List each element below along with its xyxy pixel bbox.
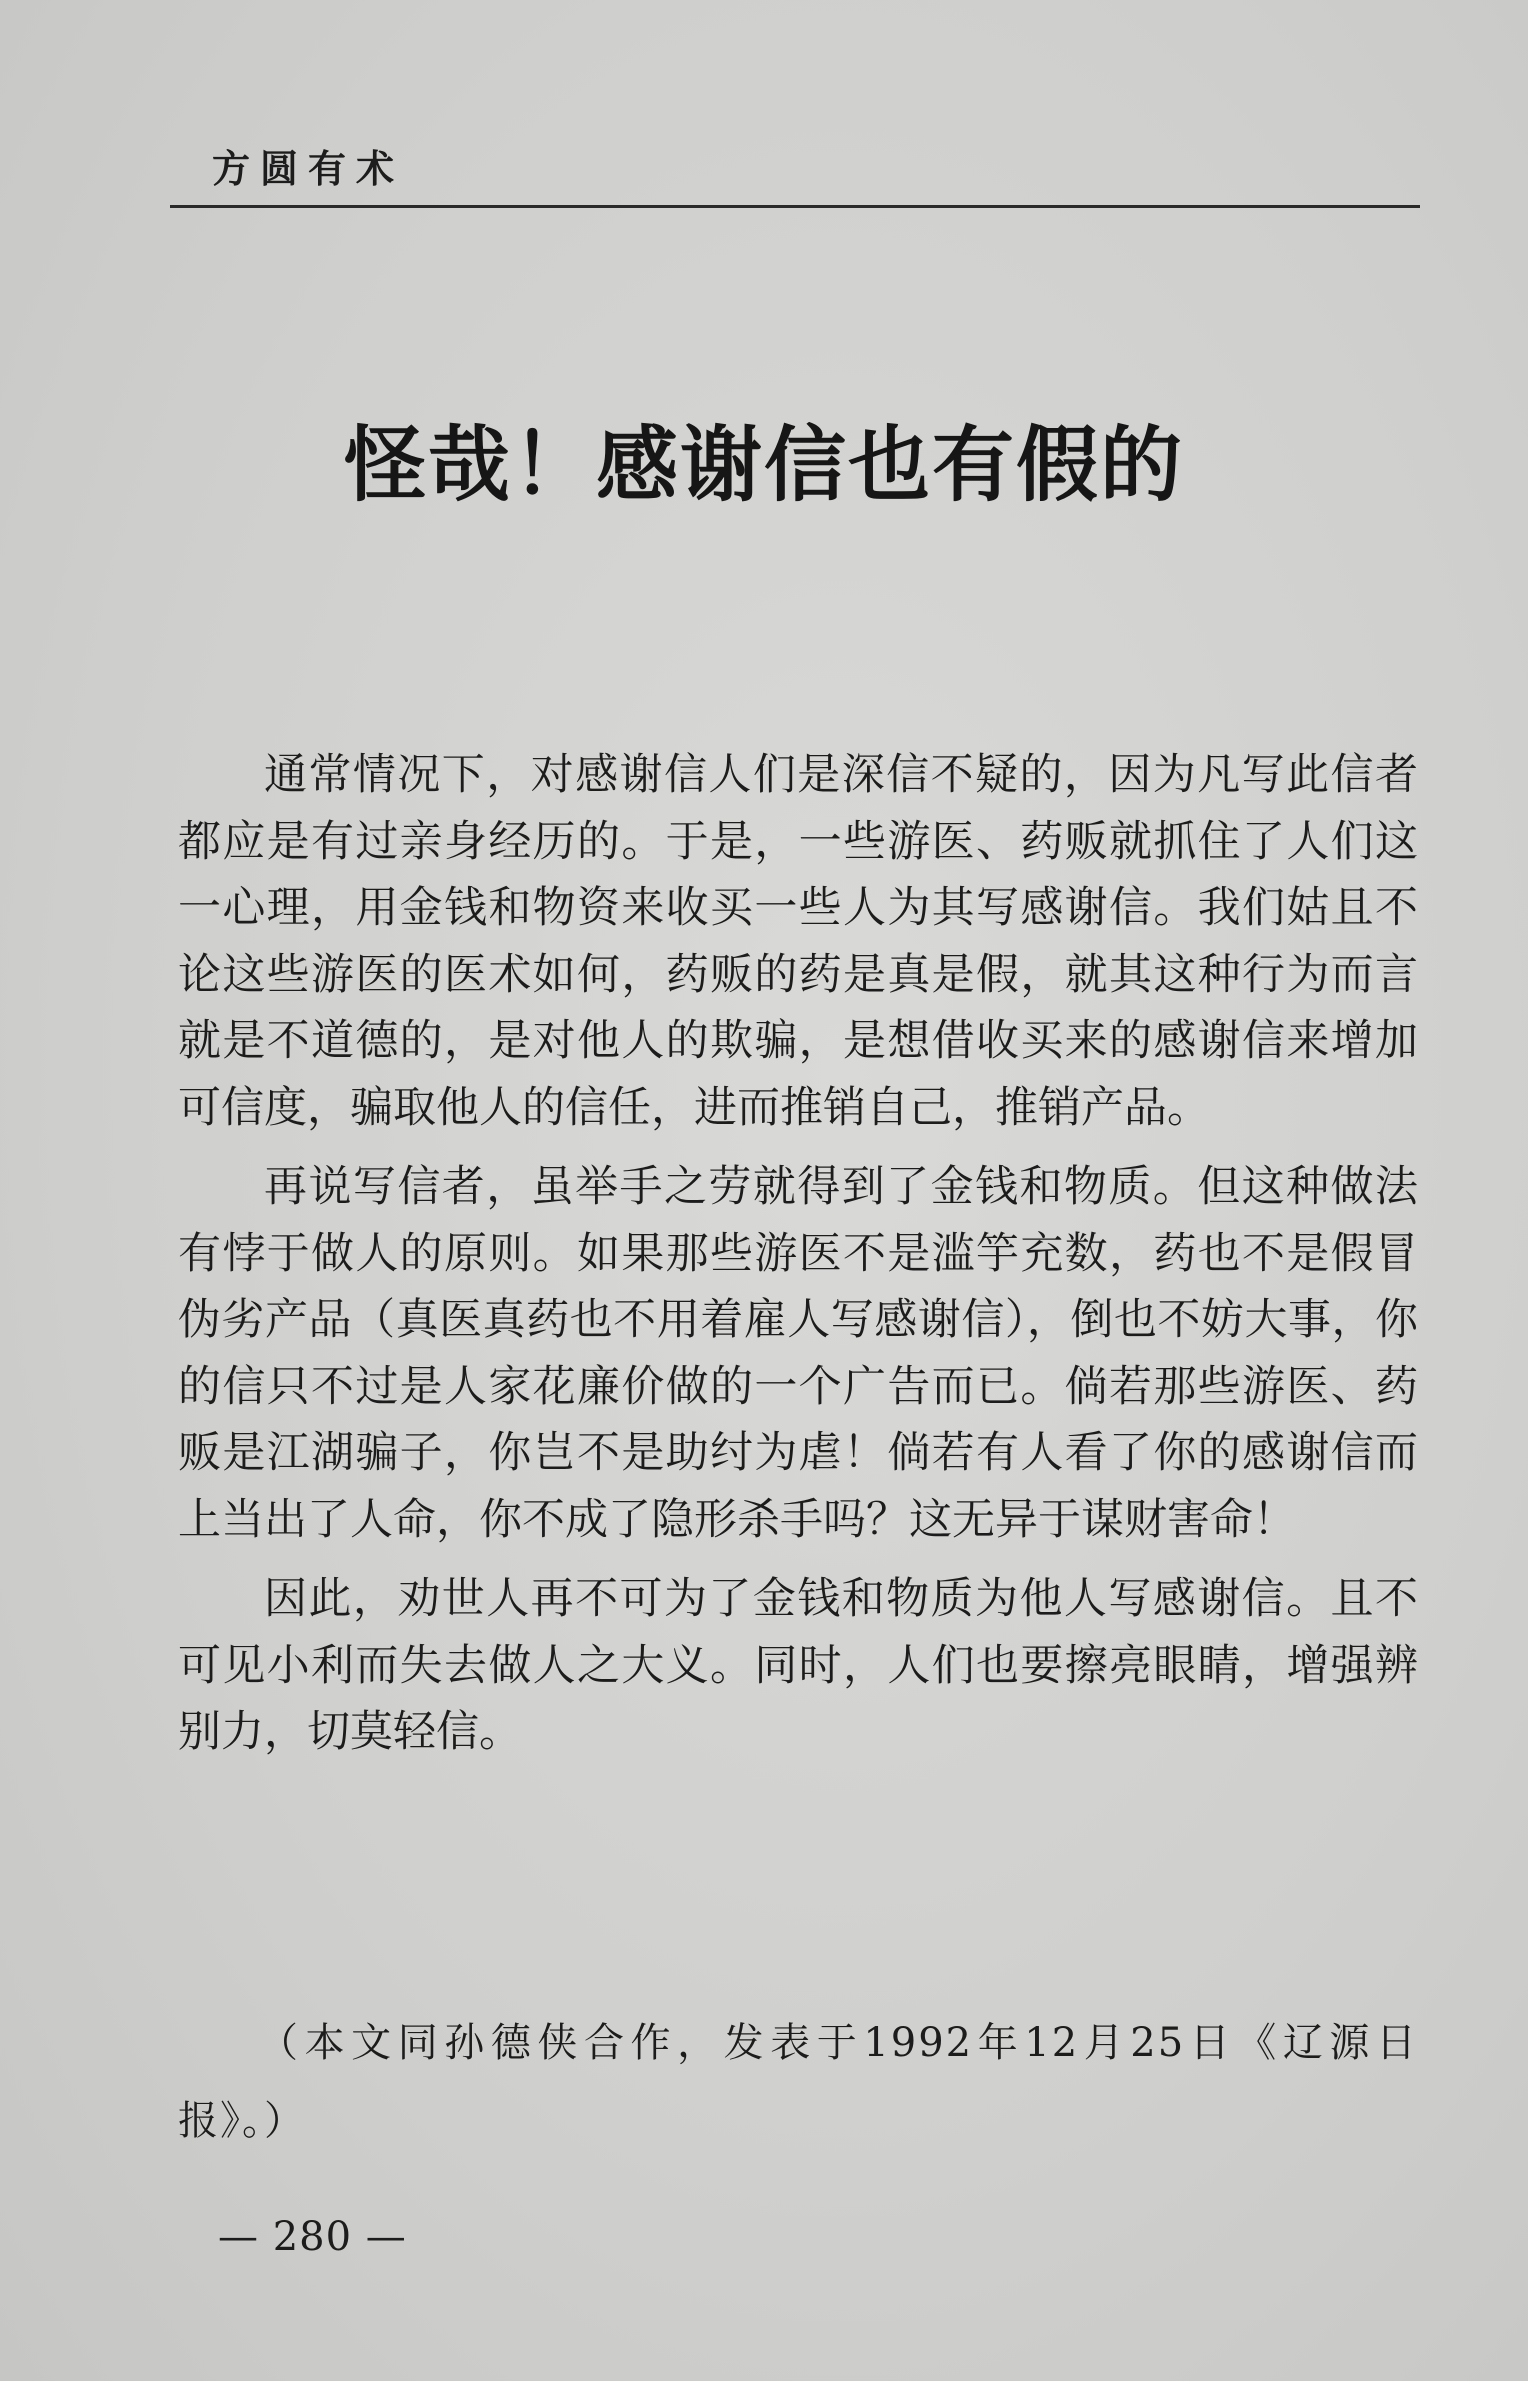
page-number: — 280 — xyxy=(218,2214,407,2260)
paragraph-3: 因此，劝世人再不可为了金钱和物质为他人写感谢信。且不可见小利而失去做人之大义。同时，人们也要擦亮眼睛，增强辨别力，切莫轻信。 xyxy=(178,1574,1418,1757)
paragraph-2: 再说写信者，虽举手之劳就得到了金钱和物质。但这种做法有悖于做人的原则。如果那些游医不是滥竽充数，药也不是假冒伪劣产品（真医真药也不用着雇人写感谢信），倒也不妨大事，你的信只不过是人家花廉价做的一个广告而已。倘若那些游医、药贩是江湖骗子，你岂不是助纣为虐！倘若有人看了你的感谢信而上当出了人命，你不成了隐形杀手吗？这无异于谋财害命！ xyxy=(178,1162,1418,1545)
running-head: 方圆有术 xyxy=(212,147,405,191)
article-body xyxy=(178,742,1418,1779)
paragraph-1: 通常情况下，对感谢信人们是深信不疑的，因为凡写此信者都应是有过亲身经历的。于是，一些游医、药贩就抓住了人们这一心理，用金钱和物资来收买一些人为其写感谢信。我们姑且不论这些游医的医术如何，药贩的药是真是假，就其这种行为而言就是不道德的，是对他人的欺骗，是想借收买来的感谢信来增加可信度，骗取他人的信任，进而推销自己，推销产品。 xyxy=(178,750,1418,1133)
article-title: 怪哉！感谢信也有假的 xyxy=(343,417,1184,513)
source-note: （本文同孙德侠合作，发表于1992年12月25日《辽源日报》。） xyxy=(178,2020,1418,2144)
header-rule xyxy=(170,205,1420,208)
